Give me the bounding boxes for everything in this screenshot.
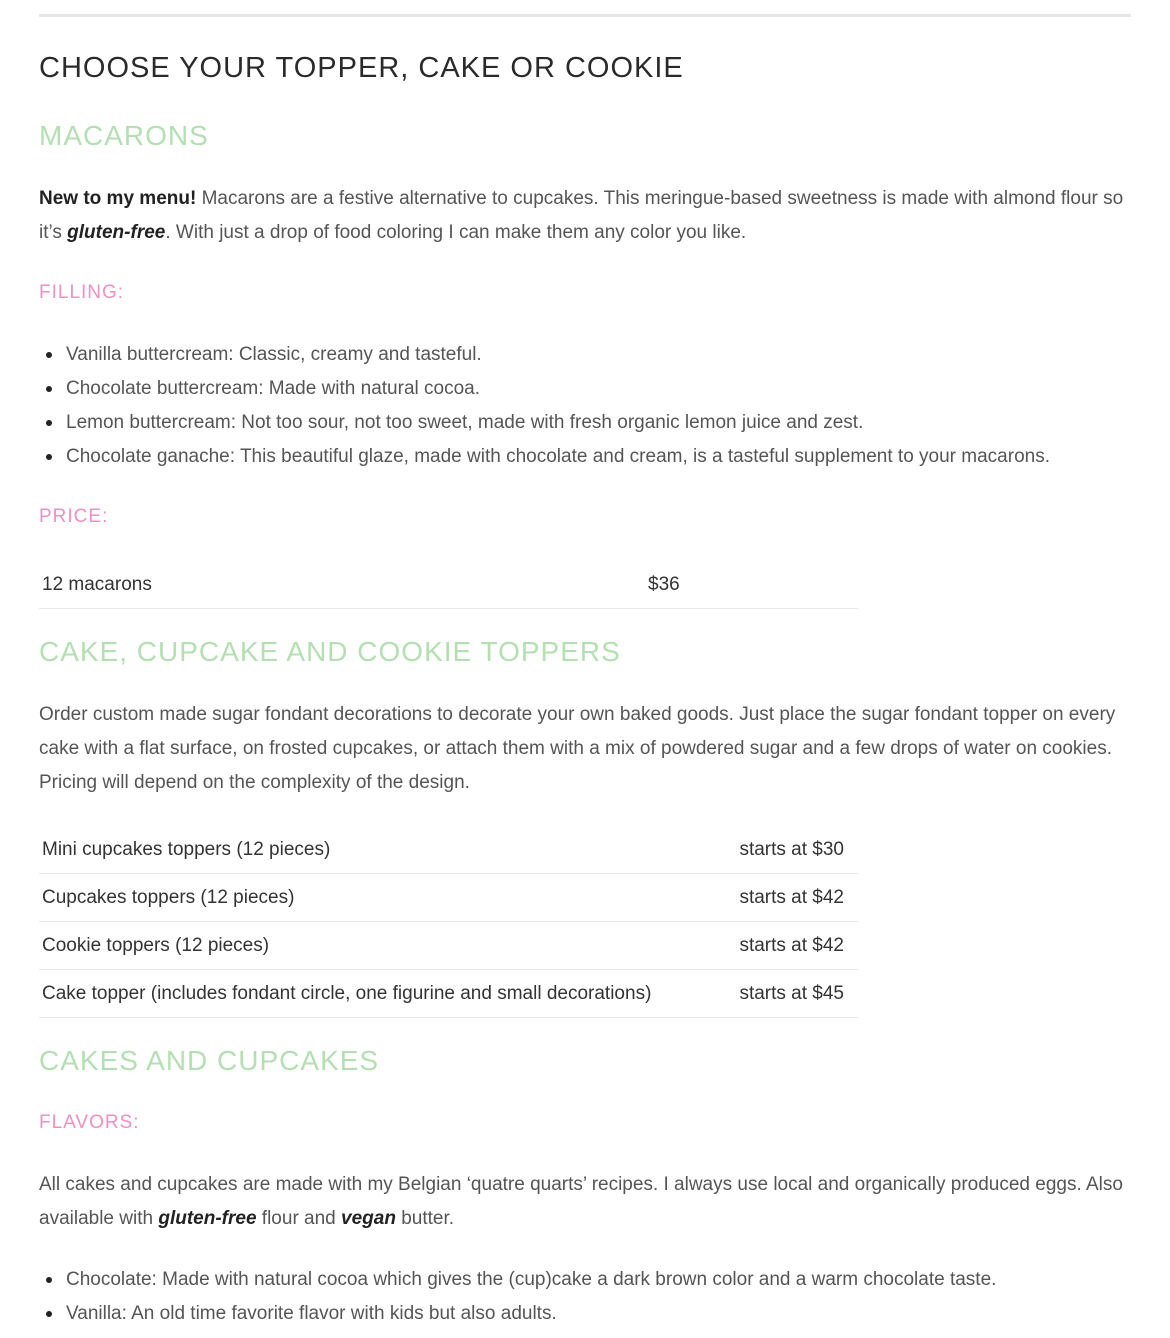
price-item: Cupcakes toppers (12 pieces): [39, 874, 725, 922]
table-row: [39, 561, 858, 609]
table-row: [39, 826, 858, 874]
list-item: Vanilla: An old time favorite flavor with kids but also adults.: [66, 1297, 996, 1331]
toppers-description: Order custom made sugar fondant decorations to decorate your own baked goods. Just place the sugar fondant topper on every cake with a flat surface, on frosted cupcakes, or attach them with a mix of powdered sugar and a few drops of water on cookies. Pricing will depend on the complexity of the design.: [39, 704, 1116, 793]
toppers-price-table: [39, 826, 858, 1018]
price-item: Mini cupcakes toppers (12 pieces): [39, 826, 725, 874]
filling-heading: FILLING:: [39, 282, 125, 303]
top-divider: [39, 14, 1131, 17]
price-value: starts at $45: [725, 970, 858, 1018]
bullet-icon: [46, 352, 52, 358]
cakes-heading: CAKES AND CUPCAKES: [39, 1045, 380, 1076]
flavors-list: [39, 1263, 996, 1331]
list-item: Vanilla buttercream: Classic, creamy and tasteful.: [66, 338, 1050, 372]
macarons-heading: MACARONS: [39, 120, 209, 151]
price-value: starts at $42: [725, 922, 858, 970]
macarons-intro: New to my menu! Macarons are a festive alternative to cupcakes. This meringue-based sweetness is made with almond flour so it’s gluten-free. With just a drop of food coloring I can make them any color you like.: [39, 188, 1124, 243]
price-item: Cookie toppers (12 pieces): [39, 922, 725, 970]
vegan-emphasis: vegan: [341, 1208, 396, 1229]
table-row: [39, 922, 858, 970]
gluten-free-emphasis: gluten-free: [158, 1208, 257, 1229]
table-row: [39, 874, 858, 922]
price-heading: PRICE:: [39, 506, 109, 527]
price-value: starts at $30: [725, 826, 858, 874]
list-item: Chocolate: Made with natural cocoa which gives the (cup)cake a dark brown color and a warm chocolate taste.: [66, 1263, 996, 1297]
cakes-intro: All cakes and cupcakes are made with my Belgian ‘quatre quarts’ recipes. I always use local and organically produced eggs. Also available with gluten-free flour and vegan butter.: [39, 1174, 1123, 1229]
list-item: Lemon buttercream: Not too sour, not too sweet, made with fresh organic lemon juice and zest.: [66, 406, 1050, 440]
bullet-icon: [46, 386, 52, 392]
bullet-icon: [46, 454, 52, 460]
table-row: [39, 970, 858, 1018]
price-value: starts at $42: [725, 874, 858, 922]
price-item: 12 macarons: [39, 561, 648, 609]
price-item: Cake topper (includes fondant circle, one figurine and small decorations): [39, 970, 725, 1018]
bullet-icon: [46, 420, 52, 426]
bullet-icon: [46, 1277, 52, 1283]
list-item: Chocolate buttercream: Made with natural cocoa.: [66, 372, 1050, 406]
filling-list: [39, 338, 1050, 474]
page-title: CHOOSE YOUR TOPPER, CAKE OR COOKIE: [39, 52, 684, 84]
price-value: $36: [648, 561, 858, 609]
bullet-icon: [46, 1311, 52, 1317]
list-item: Chocolate ganache: This beautiful glaze, made with chocolate and cream, is a tasteful supplement to your macarons.: [66, 440, 1050, 474]
macarons-price-table: [39, 561, 858, 609]
gluten-free-emphasis: gluten-free: [67, 222, 166, 243]
flavors-heading: FLAVORS:: [39, 1112, 140, 1133]
toppers-heading: CAKE, CUPCAKE AND COOKIE TOPPERS: [39, 636, 621, 667]
new-to-menu-label: New to my menu!: [39, 188, 197, 209]
